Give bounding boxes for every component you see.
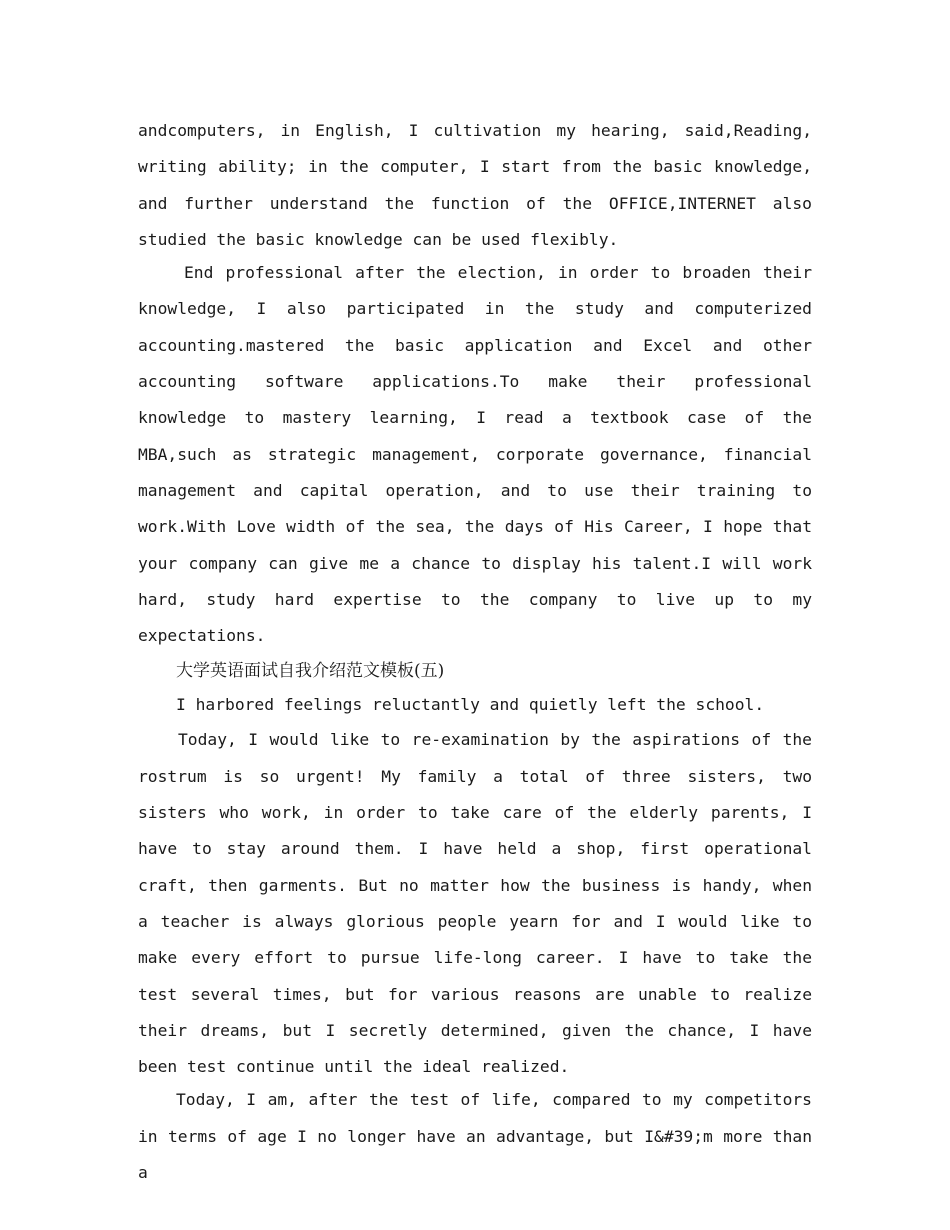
paragraph-intro-continuation: andcomputers, in English, I cultivation my hearing, said,Reading, writing ability; in the computer, I start from the basic knowledge, and further understand the function of the OFFICE,INTERNET also studied the basic knowledge can be used flexibly. [138, 121, 812, 249]
section-heading: 大学英语面试自我介绍范文模板(五) [176, 661, 445, 682]
paragraph-reexamination: Today, I would like to re-examination by the aspirations of the rostrum is so urgent! My family a total of three sisters, two sisters who work, in order to take care of the elderly parents, I have to stay around them. I have held a shop, first operational craft, then garments. But no matter how the business is handy, when a teacher is always glorious people yearn for and I would like to make every effort to pursue life-long career. I have to take the test several times, but for various reasons are unable to realize their dreams, but I secretly determined, given the chance, I have been test continue until the ideal realized. [138, 730, 812, 1077]
paragraph-professional-study: End professional after the election, in order to broaden their knowledge, I also participated in the study and computerized accounting.mastered the basic application and Excel and other accounting software applications.To make their professional knowledge to mastery learning, I read a textbook case of the MBA,such as strategic management, corporate governance, financial management and capital operation, and to use their training to work.With Love width of the sea, the days of His Career, I hope that your company can give me a chance to display his talent.I will work hard, study hard expertise to the company to live up to my expectations. [138, 263, 812, 646]
document-body [138, 113, 812, 1191]
paragraph-left-school: I harbored feelings reluctantly and quietly left the school. [176, 695, 765, 715]
paragraph-test-of-life: Today, I am, after the test of life, compared to my competitors in terms of age I no longer have an advantage, but I&#39;m more than a [138, 1090, 812, 1183]
